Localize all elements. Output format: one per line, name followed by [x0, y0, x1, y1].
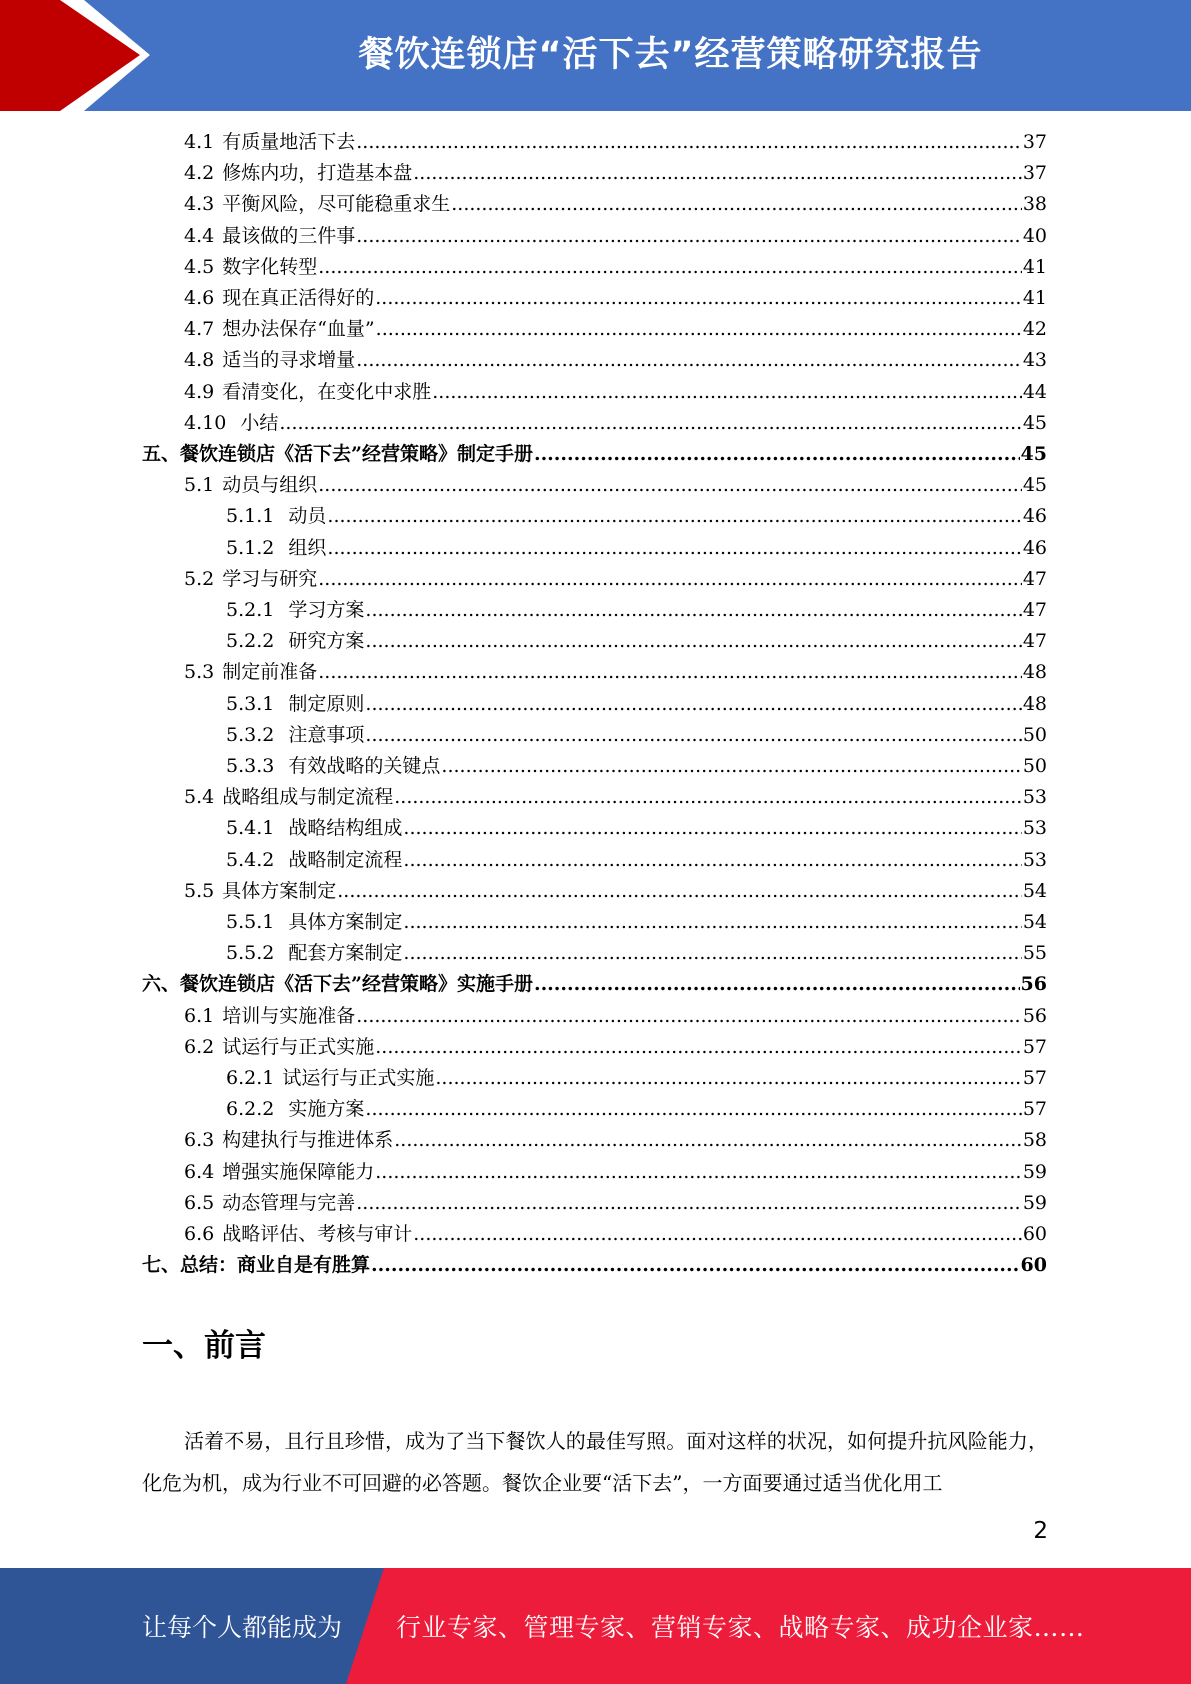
toc-leader-dots: [394, 782, 1022, 813]
toc-entry-page: 54: [1022, 911, 1047, 933]
toc-entry-number: 5.3.2: [226, 723, 275, 746]
toc-entry-page: 37: [1022, 131, 1047, 153]
toc-entry-title: 动态管理与完善: [222, 1191, 356, 1214]
toc-entry[interactable]: [142, 439, 1047, 470]
toc-entry-page: 47: [1022, 599, 1047, 621]
toc-leader-dots: [435, 1063, 1021, 1094]
toc-entry-number: 6.5: [184, 1191, 215, 1214]
toc-entry-page: 41: [1022, 287, 1047, 309]
toc-leader-dots: [318, 657, 1022, 688]
toc-entry[interactable]: [184, 283, 1047, 314]
toc-entry-title: 构建执行与推进体系: [222, 1129, 394, 1152]
page-number: 2: [1033, 1518, 1048, 1544]
toc-entry[interactable]: [184, 657, 1047, 688]
toc-entry[interactable]: [184, 1157, 1047, 1188]
toc-entry[interactable]: [184, 564, 1047, 595]
toc-entry-number: 5.5.1: [226, 911, 275, 933]
toc-entry[interactable]: [226, 1094, 1047, 1125]
toc-entry-title: 具体方案制定: [222, 879, 337, 902]
toc-entry[interactable]: [184, 314, 1047, 345]
toc-entry-page: 38: [1022, 193, 1047, 216]
toc-entry[interactable]: [226, 626, 1047, 657]
toc-entry-title: 餐饮连锁店《活下去”经营策略》实施手册: [180, 973, 533, 996]
toc-entry-number: 4.1: [184, 131, 215, 153]
toc-leader-dots: [356, 1001, 1022, 1032]
toc-entry-page: 40: [1022, 224, 1047, 247]
toc-entry-title: 实施方案: [282, 1098, 365, 1121]
toc-entry-number: 6.2.2: [226, 1098, 275, 1121]
toc-entry-title: 学习方案: [282, 599, 365, 621]
toc-entry-title: 培训与实施准备: [222, 1004, 356, 1027]
toc-entry[interactable]: [226, 501, 1047, 532]
toc-entry-page: 45: [1020, 443, 1047, 465]
toc-entry-number: 5.2.1: [226, 599, 275, 621]
toc-entry[interactable]: [226, 813, 1047, 844]
toc-entry-page: 42: [1022, 318, 1047, 341]
toc-entry-title: 制定原则: [282, 692, 365, 715]
toc-entry-number: 4.6: [184, 287, 215, 309]
toc-entry-number: 6.2.1: [226, 1067, 275, 1089]
toc-leader-dots: [356, 221, 1022, 252]
toc-entry-page: 50: [1022, 723, 1047, 746]
toc-entry-page: 45: [1022, 474, 1047, 497]
toc-leader-dots: [327, 533, 1021, 564]
toc-entry-title: 增强实施保障能力: [222, 1160, 375, 1183]
toc-leader-dots: [403, 813, 1021, 844]
toc-entry[interactable]: [226, 751, 1047, 782]
toc-entry[interactable]: [184, 127, 1047, 158]
toc-entry-number: 6.4: [184, 1160, 215, 1183]
toc-entry-page: 58: [1022, 1129, 1047, 1152]
toc-entry[interactable]: [184, 782, 1047, 813]
toc-entry-title: 试运行与正式实施: [222, 1035, 375, 1058]
toc-entry-number: 5.5: [184, 879, 215, 902]
toc-entry-title: 数字化转型: [222, 255, 318, 278]
toc-entry-number: 5.4.1: [226, 817, 275, 840]
toc-entry[interactable]: [226, 689, 1047, 720]
toc-entry-number: 5.3.3: [226, 755, 275, 777]
toc-entry-title: 动员: [282, 505, 327, 528]
toc-entry[interactable]: [184, 158, 1047, 189]
toc-entry[interactable]: [184, 345, 1047, 376]
toc-entry-number: 5.3.1: [226, 692, 275, 715]
toc-entry-number: 六、: [142, 973, 181, 996]
toc-entry[interactable]: [226, 938, 1047, 969]
toc-entry-number: 5.1: [184, 474, 215, 497]
toc-entry-page: 57: [1022, 1098, 1047, 1121]
toc-entry-page: 53: [1022, 786, 1047, 809]
toc-leader-dots: [534, 969, 1020, 1000]
toc-entry-page: 53: [1022, 817, 1047, 840]
toc-entry[interactable]: [142, 969, 1047, 1000]
toc-entry-page: 56: [1020, 973, 1047, 996]
toc-entry-title: 战略组成与制定流程: [222, 786, 394, 809]
toc-entry[interactable]: [184, 377, 1047, 408]
toc-entry-page: 45: [1022, 411, 1047, 434]
toc-leader-dots: [337, 876, 1022, 907]
toc-leader-dots: [375, 283, 1022, 314]
toc-entry[interactable]: [226, 595, 1047, 626]
toc-entry-number: 5.1.2: [226, 536, 275, 559]
toc-leader-dots: [375, 1032, 1022, 1063]
toc-entry[interactable]: [184, 876, 1047, 907]
toc-leader-dots: [451, 189, 1022, 220]
toc-entry[interactable]: [184, 221, 1047, 252]
toc-leader-dots: [403, 845, 1021, 876]
toc-entry-page: 50: [1022, 755, 1047, 777]
toc-entry[interactable]: [184, 1032, 1047, 1063]
toc-entry[interactable]: [184, 1001, 1047, 1032]
toc-entry-title: 战略制定流程: [282, 848, 403, 871]
toc-entry-page: 48: [1022, 692, 1047, 715]
toc-entry-number: 5.1.1: [226, 505, 275, 528]
toc-entry-page: 44: [1022, 380, 1047, 403]
toc-leader-dots: [356, 127, 1022, 158]
page-header: [0, 0, 1191, 111]
toc-entry-number: 4.2: [184, 162, 215, 185]
toc-entry[interactable]: [226, 907, 1047, 938]
toc-entry-number: 4.10: [184, 411, 227, 434]
toc-leader-dots: [365, 720, 1021, 751]
toc-entry-title: 具体方案制定: [282, 911, 403, 933]
toc-entry-title: 餐饮连锁店《活下去”经营策略》制定手册: [180, 443, 533, 465]
toc-entry-page: 47: [1022, 630, 1047, 653]
toc-leader-dots: [403, 938, 1021, 969]
toc-entry[interactable]: [226, 720, 1047, 751]
toc-entry-number: 6.2: [184, 1035, 215, 1058]
toc-entry-number: 4.9: [184, 380, 215, 403]
toc-entry-number: 4.4: [184, 224, 215, 247]
toc-leader-dots: [413, 1219, 1022, 1250]
toc-entry-number: 五、: [142, 443, 181, 465]
toc-entry-page: 43: [1022, 349, 1047, 372]
toc-leader-dots: [365, 689, 1021, 720]
toc-leader-dots: [371, 1250, 1020, 1281]
toc-entry-page: 60: [1020, 1254, 1047, 1277]
toc-leader-dots: [441, 751, 1021, 782]
toc-entry-page: 48: [1022, 661, 1047, 684]
toc-entry-title: 平衡风险，尽可能稳重求生: [222, 193, 451, 216]
toc-leader-dots: [318, 470, 1022, 501]
toc-entry-number: 七、: [142, 1254, 181, 1277]
toc-entry-page: 57: [1022, 1067, 1047, 1089]
body-paragraph: 活着不易，且行且珍惜，成为了当下餐饮人的最佳写照。面对这样的状况，如何提升抗风险能力，化危为机，成为行业不可回避的必答题。餐饮企业要“活下去”，一方面要通过适当优化用工: [142, 1429, 1048, 1495]
section-heading: 一、前言: [142, 1328, 266, 1364]
document-title: 餐饮连锁店“活下去”经营策略研究报告: [358, 35, 983, 75]
toc-entry-number: 5.4: [184, 786, 215, 809]
toc-entry-number: 5.5.2: [226, 942, 275, 965]
toc-entry-number: 4.7: [184, 318, 215, 341]
toc-entry-title: 有质量地活下去: [222, 131, 356, 153]
toc-entry-page: 53: [1022, 848, 1047, 871]
toc-entry-title: 研究方案: [282, 630, 365, 653]
toc-entry[interactable]: [184, 252, 1047, 283]
toc-leader-dots: [375, 1157, 1022, 1188]
toc-leader-dots: [534, 439, 1020, 470]
toc-entry-number: 5.4.2: [226, 848, 275, 871]
toc-entry-title: 想办法保存“血量”: [222, 318, 375, 341]
toc-entry-number: 4.8: [184, 349, 215, 372]
toc-entry-number: 4.5: [184, 255, 215, 278]
toc-leader-dots: [403, 907, 1021, 938]
toc-leader-dots: [376, 314, 1022, 345]
toc-entry-title: 战略评估、考核与审计: [222, 1223, 413, 1245]
toc-leader-dots: [394, 1125, 1022, 1156]
toc-leader-dots: [365, 595, 1021, 626]
toc-entry-page: 41: [1022, 255, 1047, 278]
footer-slogan-right: 行业专家、管理专家、营销专家、战略专家、成功企业家……: [396, 1613, 1085, 1642]
toc-entry[interactable]: [184, 408, 1047, 439]
toc-entry-title: 总结：商业自是有胜算: [180, 1254, 371, 1277]
toc-entry[interactable]: [184, 1125, 1047, 1156]
toc-entry-title: 看清变化，在变化中求胜: [222, 380, 432, 403]
toc-entry-title: 试运行与正式实施: [282, 1067, 435, 1089]
toc-entry-title: 修炼内功，打造基本盘: [222, 162, 413, 185]
toc-entry-number: 5.3: [184, 661, 215, 684]
toc-entry-number: 5.2: [184, 567, 215, 590]
toc-entry-page: 55: [1022, 942, 1047, 965]
toc-entry-title: 现在真正活得好的: [222, 287, 375, 309]
toc-entry-page: 56: [1022, 1004, 1047, 1027]
toc-entry-title: 动员与组织: [222, 474, 318, 497]
toc-entry-page: 54: [1022, 879, 1047, 902]
toc-leader-dots: [327, 501, 1021, 532]
toc-leader-dots: [318, 564, 1022, 595]
toc-entry[interactable]: [226, 1063, 1047, 1094]
toc-leader-dots: [356, 1188, 1022, 1219]
toc-entry-page: 47: [1022, 567, 1047, 590]
toc-entry-page: 60: [1022, 1223, 1047, 1245]
toc-entry[interactable]: [226, 845, 1047, 876]
toc-entry-number: 6.6: [184, 1223, 215, 1245]
toc-leader-dots: [365, 1094, 1021, 1125]
toc-leader-dots: [318, 252, 1022, 283]
toc-entry-title: 战略结构组成: [282, 817, 403, 840]
toc-entry-page: 59: [1022, 1160, 1047, 1183]
toc-entry-page: 59: [1022, 1191, 1047, 1214]
toc-entry-page: 46: [1022, 536, 1047, 559]
toc-leader-dots: [279, 408, 1021, 439]
toc-entry-page: 37: [1022, 162, 1047, 185]
toc-leader-dots: [365, 626, 1021, 657]
toc-entry[interactable]: [142, 1250, 1047, 1281]
toc-entry-title: 学习与研究: [222, 567, 318, 590]
toc-entry-title: 小结: [234, 411, 279, 434]
footer-slogan-left: 让每个人都能成为: [142, 1613, 343, 1642]
page-footer: [0, 1568, 1191, 1684]
toc-leader-dots: [432, 377, 1022, 408]
toc-entry-title: 配套方案制定: [282, 942, 403, 965]
toc-entry-title: 有效战略的关键点: [282, 755, 441, 777]
toc-leader-dots: [356, 345, 1022, 376]
toc-entry-title: 组织: [282, 536, 327, 559]
toc-entry-number: 5.2.2: [226, 630, 275, 653]
toc-entry-number: 6.3: [184, 1129, 215, 1152]
toc-entry[interactable]: [184, 1188, 1047, 1219]
toc-entry-page: 57: [1022, 1035, 1047, 1058]
toc-entry-number: 4.3: [184, 193, 215, 216]
toc-entry-title: 注意事项: [282, 723, 365, 746]
toc-entry-title: 制定前准备: [222, 661, 318, 684]
toc-entry-number: 6.1: [184, 1004, 215, 1027]
toc-entry[interactable]: [226, 533, 1047, 564]
toc-entry-title: 适当的寻求增量: [222, 349, 356, 372]
toc-entry[interactable]: [184, 470, 1047, 501]
toc-entry-page: 46: [1022, 505, 1047, 528]
toc-entry[interactable]: [184, 189, 1047, 220]
toc-entry-title: 最该做的三件事: [222, 224, 356, 247]
toc-leader-dots: [413, 158, 1022, 189]
toc-entry[interactable]: [184, 1219, 1047, 1250]
